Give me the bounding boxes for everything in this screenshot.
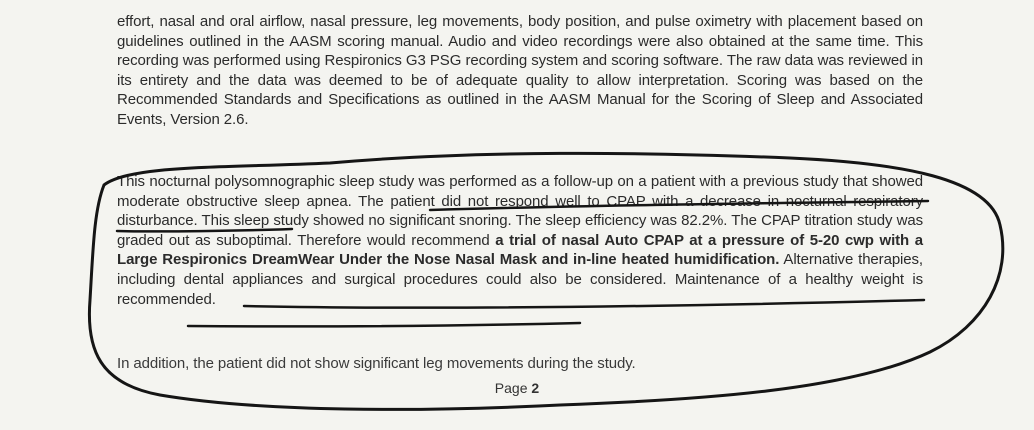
- methods-paragraph: [117, 12, 923, 130]
- addition-text: In addition, the patient did not show significant leg movements during the study.: [117, 355, 636, 372]
- underlined-cpap-response: The patient did not respond well to CPAP with a decrease in nocturnal respiratory disturbance.: [117, 192, 923, 230]
- summary-sentence-3: This sleep study showed no significant snoring. The sleep efficiency was 82.2%. The CPAP titration study was graded out as suboptimal. Therefore would recommend: [117, 212, 923, 249]
- summary-sentence-1: This nocturnal polysomnographic sleep study was performed as a follow-up on a patient with a previous study that showed moderate obstructive sleep apnea.: [117, 173, 923, 210]
- addition-paragraph: [117, 354, 817, 374]
- underline-4: [188, 323, 580, 326]
- page-footer: [0, 380, 1034, 396]
- summary-paragraph: [117, 172, 923, 309]
- underlined-alternatives: Alternative therapies, including dental appliances and surgical procedures could also be considered. Maintenance of a healthy weight is recommended.: [117, 251, 923, 308]
- methods-text: effort, nasal and oral airflow, nasal pressure, leg movements, body position, and pulse oximetry with placement based on guidelines outlined in the AASM scoring manual. Audio and video recordings were also obtained at the same time. This recording was performed using Respironics G3 PSG recording system and scoring software. The raw data was reviewed in its entirety and the data was deemed to be of adequate quality to allow interpretation. Scoring was based on the Recommended Standards and Specifications as outlined in the AASM Manual for the Scoring of Sleep and Associated Events, Version 2.6.: [117, 13, 923, 128]
- page-number: 2: [531, 380, 540, 396]
- summary-text: [117, 172, 923, 309]
- page-label: Page: [494, 380, 528, 396]
- bold-recommendation: a trial of nasal Auto CPAP at a pressure of 5-20 cwp with a Large Respironics DreamWear Under the Nose Nasal Mask and in-line heated humidification.: [117, 231, 923, 269]
